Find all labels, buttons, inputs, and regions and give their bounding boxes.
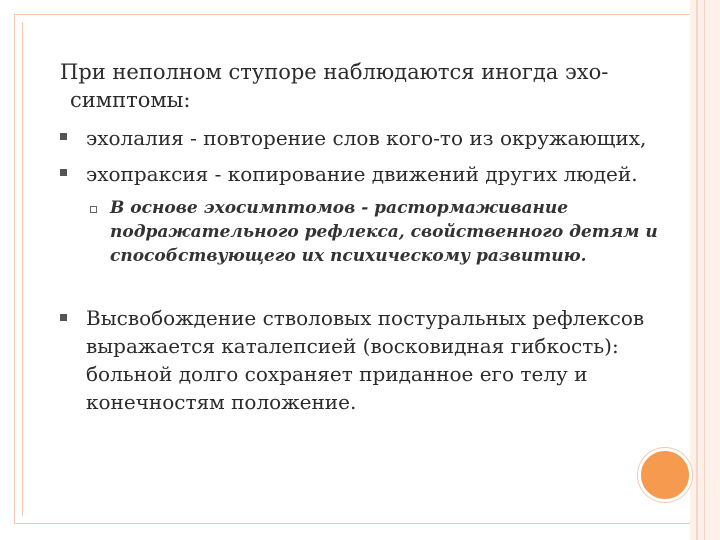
square-bullet-icon: [60, 133, 67, 140]
square-bullet-icon: [60, 314, 67, 321]
intro-text: При неполном ступоре наблюдаются иногда эхо-симптомы:: [60, 60, 609, 112]
bullet-echopraxia: [60, 160, 700, 188]
square-bullet-icon: [60, 169, 67, 176]
frame-left-line: [22, 22, 23, 516]
frame-right-line-inner: [704, 0, 705, 540]
bullet-text: эхолалия - повторение слов кого-то из окружающих,: [86, 126, 647, 150]
slide-content: [60, 58, 700, 416]
bullet-catalepsy: [60, 304, 686, 416]
bullet-text: эхопраксия - копирование движений других людей.: [86, 162, 638, 186]
hollow-square-bullet-icon: [90, 206, 97, 213]
decorative-circle-icon: [638, 448, 692, 502]
sub-note: [88, 196, 690, 268]
paragraph-text: Высвобождение стволовых постуральных рефлексов выражается каталепсией (восковидная гибкость): больной долго сохраняет приданное его телу и конечностям положение.: [86, 306, 645, 414]
sub-note-text: В основе эхосимптомов - растормаживание подражательного рефлекса, свойственного детям и способствующего их психическому развитию.: [110, 198, 658, 266]
bullet-echolalia: [60, 124, 700, 152]
